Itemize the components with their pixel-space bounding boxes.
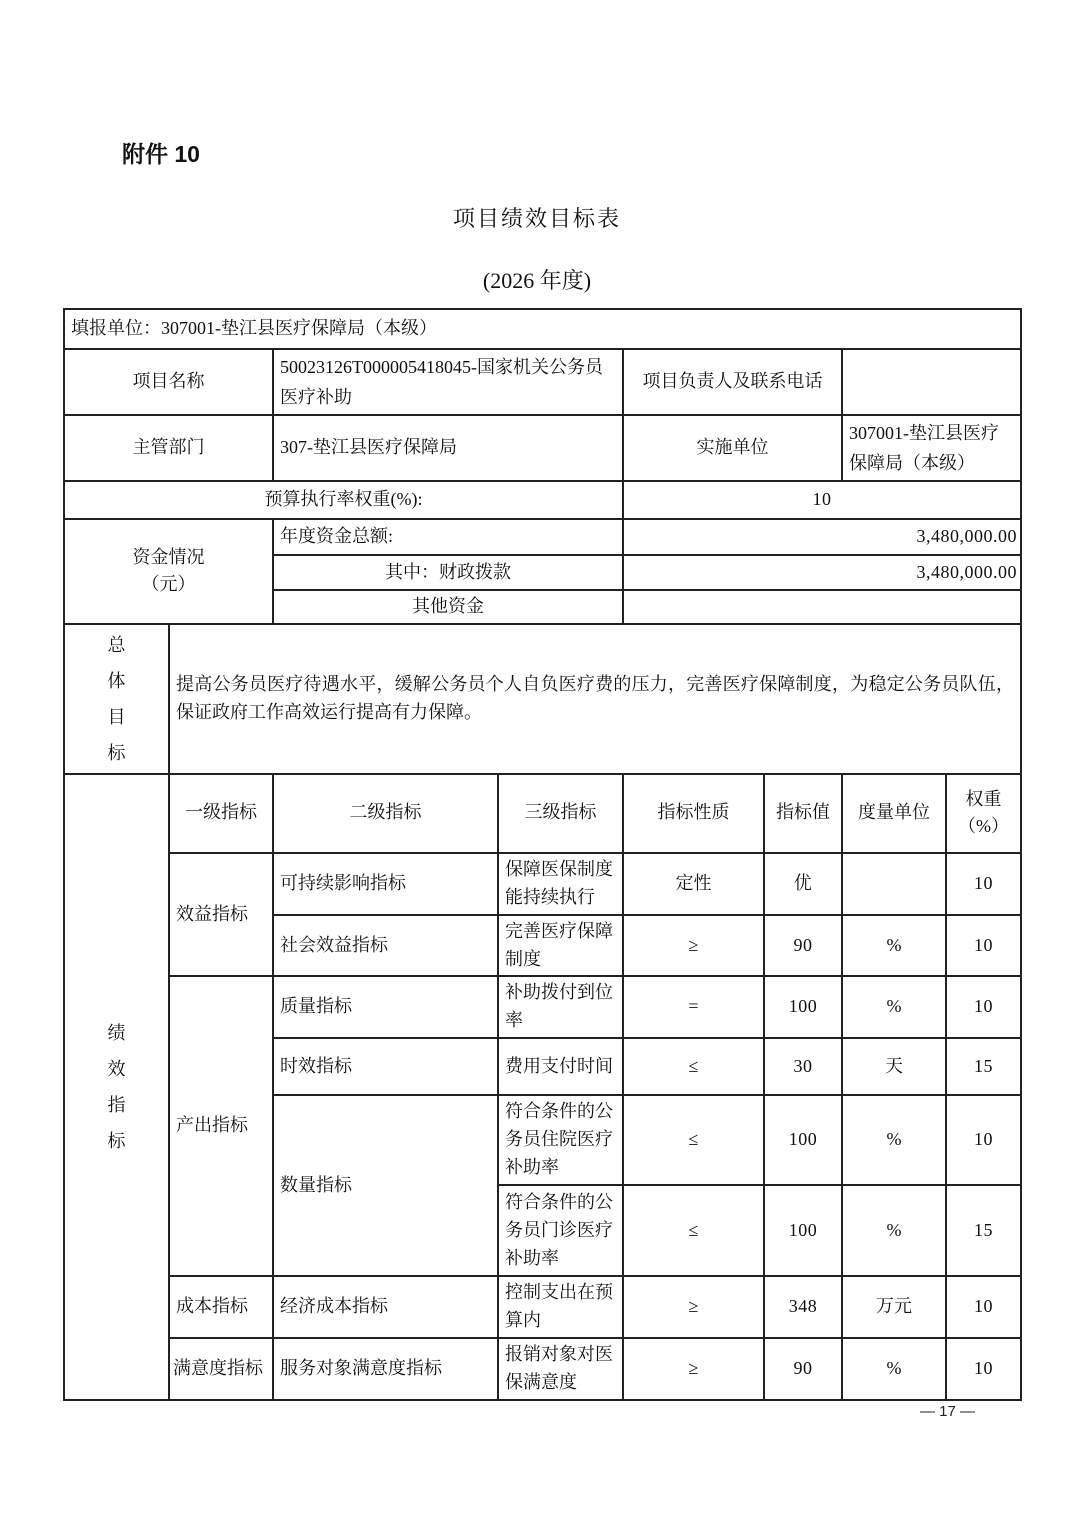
indicator-row: [64, 1276, 1021, 1338]
project-leader-value: [842, 349, 1021, 415]
header-nature: 指标性质: [623, 774, 764, 853]
indicator-weight: 10: [946, 853, 1021, 915]
funds-other-value: [623, 590, 1021, 624]
funds-fiscal-value: 3,480,000.00: [623, 555, 1021, 590]
indicators-side-label: [64, 774, 169, 1400]
attachment-label: 附件 10: [122, 141, 200, 167]
indicator-unit: %: [842, 1095, 946, 1185]
indicator-level3: 控制支出在预算内: [498, 1276, 623, 1338]
indicator-level2: 质量指标: [273, 976, 498, 1038]
indicator-nature: ≤: [623, 1095, 764, 1185]
indicator-level1: 满意度指标: [169, 1338, 273, 1400]
project-leader-label: 项目负责人及联系电话: [623, 349, 842, 415]
indicator-nature: =: [623, 976, 764, 1038]
indicator-value: 100: [764, 976, 842, 1038]
indicator-level3: 报销对象对医保满意度: [498, 1338, 623, 1400]
indicator-nature: ≤: [623, 1185, 764, 1276]
indicator-weight: 10: [946, 1276, 1021, 1338]
indicator-row: [64, 853, 1021, 915]
indicator-value: 100: [764, 1095, 842, 1185]
overall-goal-text: 提高公务员医疗待遇水平，缓解公务员个人自负医疗费的压力，完善医疗保障制度，为稳定公务员队伍，保证政府工作高效运行提高有力保障。: [169, 624, 1021, 774]
indicator-level1: 成本指标: [169, 1276, 273, 1338]
indicator-nature: ≥: [623, 1276, 764, 1338]
indicator-level1: 产出指标: [169, 976, 273, 1276]
funds-other-label: 其他资金: [273, 590, 623, 624]
indicator-nature: ≥: [623, 1338, 764, 1400]
impl-unit-value: 307001-垫江县医疗保障局（本级）: [842, 415, 1021, 481]
project-name-value: 50023126T000005418045-国家机关公务员医疗补助: [273, 349, 623, 415]
header-value: 指标值: [764, 774, 842, 853]
budget-exec-weight-value: 10: [623, 481, 1021, 519]
indicator-value: 348: [764, 1276, 842, 1338]
indicator-level2: 经济成本指标: [273, 1276, 498, 1338]
indicator-weight: 10: [946, 1095, 1021, 1185]
project-name-label: 项目名称: [64, 349, 273, 415]
indicator-row: [64, 976, 1021, 1038]
dept-value: 307-垫江县医疗保障局: [273, 415, 623, 481]
impl-unit-label: 实施单位: [623, 415, 842, 481]
indicator-level3: 费用支付时间: [498, 1038, 623, 1095]
indicator-unit: %: [842, 915, 946, 977]
performance-target-table: [63, 308, 1022, 1401]
indicators-side-label-text: 绩效指标: [107, 1022, 126, 1151]
indicator-level3: 符合条件的公务员住院医疗补助率: [498, 1095, 623, 1185]
indicator-row: [64, 1338, 1021, 1400]
indicator-weight: 10: [946, 976, 1021, 1038]
indicator-level3: 符合条件的公务员门诊医疗补助率: [498, 1185, 623, 1276]
reporting-unit: 填报单位：307001-垫江县医疗保障局（本级）: [64, 309, 1021, 349]
indicator-level3: 保障医保制度能持续执行: [498, 853, 623, 915]
indicator-nature: 定性: [623, 853, 764, 915]
indicator-nature: ≤: [623, 1038, 764, 1095]
indicator-level2: 可持续影响指标: [273, 853, 498, 915]
indicator-level1: 效益指标: [169, 853, 273, 977]
funds-label-line1: 资金情况: [132, 546, 205, 567]
indicator-level3: 补助拨付到位率: [498, 976, 623, 1038]
indicator-level2: 服务对象满意度指标: [273, 1338, 498, 1400]
indicator-value: 90: [764, 915, 842, 977]
funds-label: [64, 519, 273, 624]
indicator-value: 30: [764, 1038, 842, 1095]
budget-exec-weight-label: 预算执行率权重(%):: [64, 481, 623, 519]
indicator-value: 90: [764, 1338, 842, 1400]
overall-goal-label-text: 总体目标: [107, 634, 126, 763]
funds-total-value: 3,480,000.00: [623, 519, 1021, 555]
overall-goal-label: [64, 624, 169, 774]
funds-total-label: 年度资金总额:: [273, 519, 623, 555]
dept-label: 主管部门: [64, 415, 273, 481]
header-weight: 权重（%）: [946, 774, 1021, 853]
indicator-unit: %: [842, 976, 946, 1038]
indicator-nature: ≥: [623, 915, 764, 977]
indicator-unit: 天: [842, 1038, 946, 1095]
header-unit: 度量单位: [842, 774, 946, 853]
indicator-unit: %: [842, 1338, 946, 1400]
indicator-weight: 15: [946, 1185, 1021, 1276]
indicator-weight: 10: [946, 1338, 1021, 1400]
funds-fiscal-label: 其中：财政拨款: [273, 555, 623, 590]
header-level2: 二级指标: [273, 774, 498, 853]
indicator-level2: 社会效益指标: [273, 915, 498, 977]
indicator-unit: [842, 853, 946, 915]
indicator-weight: 15: [946, 1038, 1021, 1095]
indicator-value: 优: [764, 853, 842, 915]
indicator-weight: 10: [946, 915, 1021, 977]
page-title: 项目绩效目标表: [452, 206, 621, 231]
page-number: — 17 —: [919, 1403, 975, 1420]
indicator-unit: %: [842, 1185, 946, 1276]
header-level1: 一级指标: [169, 774, 273, 853]
page-subtitle: (2026 年度): [482, 268, 592, 293]
indicator-level2: 时效指标: [273, 1038, 498, 1095]
funds-label-line2: （元）: [141, 574, 196, 595]
header-level3: 三级指标: [498, 774, 623, 853]
indicator-unit: 万元: [842, 1276, 946, 1338]
indicator-level3: 完善医疗保障制度: [498, 915, 623, 977]
indicator-level2: 数量指标: [273, 1095, 498, 1276]
indicator-value: 100: [764, 1185, 842, 1276]
